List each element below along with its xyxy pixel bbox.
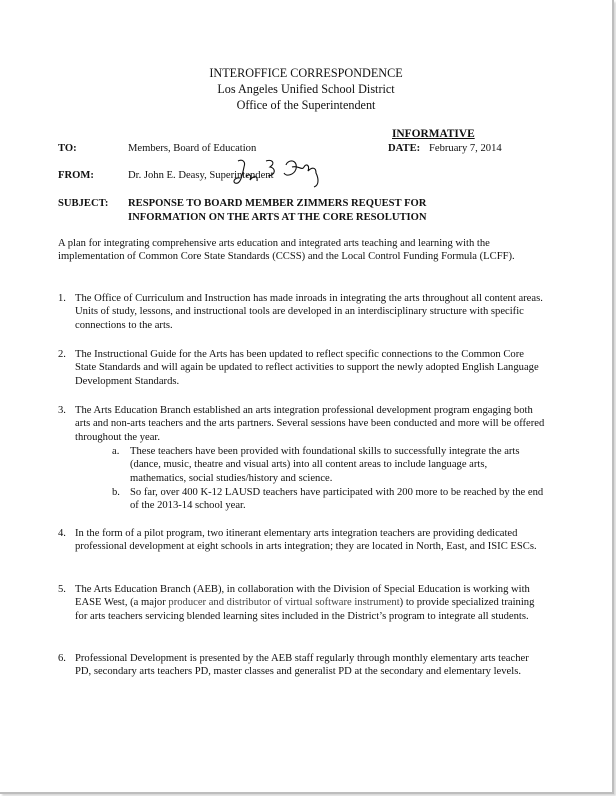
item-text — [75, 583, 547, 623]
item-number: 6. — [58, 653, 66, 664]
date-label: DATE: — [388, 143, 421, 154]
subject-line-1: RESPONSE TO BOARD MEMBER ZIMMERS REQUEST FOR — [128, 198, 427, 209]
header-district: Los Angeles Unified School District — [217, 82, 395, 96]
date-value: February 7, 2014 — [429, 143, 502, 154]
item-number: 1. — [58, 293, 66, 304]
informative-tag: INFORMATIVE — [392, 128, 475, 140]
item-text-part: The Arts Education Branch (AEB), in collaboration with the Division of Special Education is working with EASE West, (a major — [75, 584, 530, 609]
header-office: Office of the Superintendent — [236, 98, 376, 112]
item-text: In the form of a pilot program, two itinerant elementary arts integration teachers are providing dedicated professional development at eight schools in arts integration; they are located in North, East, and ISIC ESCs. — [75, 528, 537, 553]
item-number: 2. — [58, 349, 66, 360]
item-text-part-grey: producer and distributor of virtual software instrument — [168, 597, 400, 609]
item-text: The Arts Education Branch established an arts integration professional development program engaging both arts and non-arts teachers and the arts partners. Several sessions have been conducted and more will be offered throughout the year. — [75, 405, 545, 443]
item-text-part: ) to provide specialized training for arts teachers servicing blended learning sites included in the District’s program to integrate all students. — [75, 597, 535, 622]
sub-item-letter: a. — [112, 446, 120, 457]
intro-paragraph: A plan for integrating comprehensive arts education and integrated arts teaching and learning with the implementation of Common Core State Standards (CCSS) and the Local Control Funding Formula (LCFF). — [58, 238, 515, 263]
item-number: 5. — [58, 584, 66, 595]
from-value: Dr. John E. Deasy, Superintendent — [128, 170, 274, 181]
to-value: Members, Board of Education — [128, 143, 257, 154]
subject-label: SUBJECT: — [58, 198, 109, 209]
item-text: The Office of Curriculum and Instruction has made inroads in integrating the arts throughout all content areas. Units of study, lessons, and instructional tools are developed in an interdisciplinary structure with specific connections to the arts. — [75, 293, 543, 331]
from-label: FROM: — [58, 170, 94, 181]
to-label: TO: — [58, 143, 77, 154]
sub-item-text: So far, over 400 K-12 LAUSD teachers have participated with 200 more to be reached by the end of the 2013-14 school year. — [130, 487, 544, 512]
item-text: The Instructional Guide for the Arts has been updated to reflect specific connections to the Common Core State Standards and will again be updated to reflect activities to support the newly adopted English Language Development Standards. — [75, 349, 539, 387]
item-number: 4. — [58, 528, 66, 539]
item-text: Professional Development is presented by the AEB staff regularly through monthly elementary arts teacher PD, secondary arts teachers PD, master classes and generalist PD at the secondary and elementary levels. — [75, 653, 529, 678]
signature — [232, 155, 340, 189]
sub-item-text: These teachers have been provided with foundational skills to successfully integrate the arts (dance, music, theatre and visual arts) into all content areas to include language arts, mathematics, social studies/history and science. — [130, 446, 520, 484]
item-number: 3. — [58, 405, 66, 416]
subject-line-2: INFORMATION ON THE ARTS AT THE CORE RESOLUTION — [128, 212, 427, 223]
sub-item-letter: b. — [112, 487, 120, 498]
header-title: INTEROFFICE CORRESPONDENCE — [209, 66, 403, 80]
